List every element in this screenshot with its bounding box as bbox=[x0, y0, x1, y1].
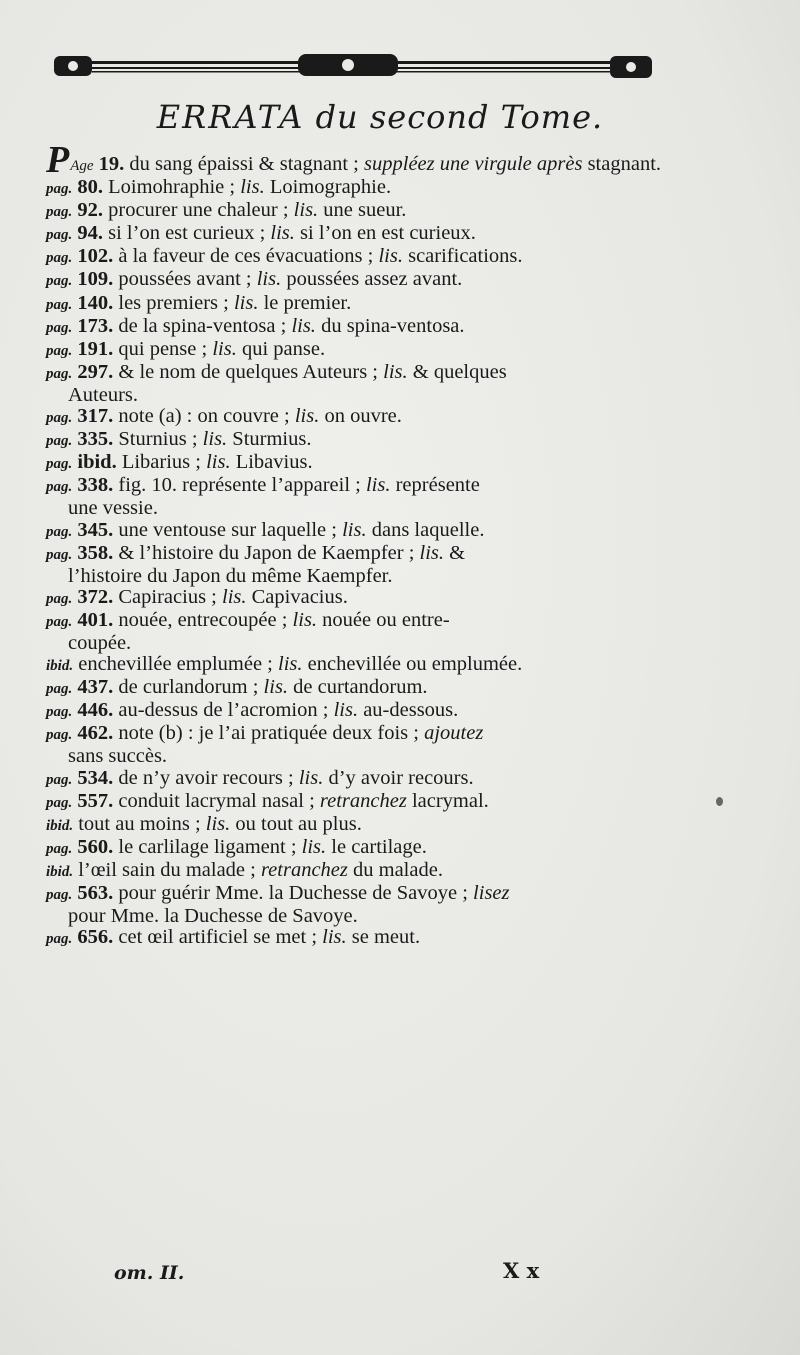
entry-ref: pag. bbox=[46, 433, 73, 450]
entry-lisez: lis. bbox=[205, 812, 231, 835]
entry-text: nouée, entrecoupée ; bbox=[113, 608, 293, 631]
entry-lisez: lis. bbox=[206, 451, 231, 474]
errata-entry bbox=[46, 543, 676, 587]
entry-page-number: 109. bbox=[77, 268, 114, 291]
entry-text: de la spina-ventosa ; bbox=[113, 314, 292, 337]
entry-text: Libarius ; bbox=[116, 451, 207, 474]
entry-lisez: lis. bbox=[291, 314, 316, 337]
entry-lisez: lis. bbox=[365, 474, 391, 497]
entry-text: Capiracius ; bbox=[113, 585, 222, 608]
entry-correction: scarifications. bbox=[402, 245, 523, 268]
entry-text: de n’y avoir recours ; bbox=[113, 766, 299, 789]
entry-text: tout au moins ; bbox=[78, 812, 206, 835]
entry-text: le carlilage ligament ; bbox=[113, 835, 302, 858]
entry-correction: lacrymal. bbox=[406, 789, 489, 812]
entry-correction: Capivacius. bbox=[246, 585, 348, 608]
entry-lisez: lis. bbox=[301, 835, 327, 858]
footer-signature: om. II. bbox=[114, 1262, 185, 1284]
title-rest: du second Tome. bbox=[315, 98, 604, 136]
drop-cap: P bbox=[46, 139, 70, 181]
signature-mark: X x bbox=[503, 1258, 540, 1283]
errata-entry bbox=[46, 316, 676, 339]
errata-entry bbox=[46, 700, 676, 723]
page-title bbox=[0, 98, 760, 136]
entry-text: note (a) : on couvre ; bbox=[113, 405, 295, 428]
entry-page-number: 462. bbox=[77, 722, 114, 745]
entry-ref: pag. bbox=[46, 681, 73, 698]
entry-correction: & bbox=[444, 541, 466, 564]
entry-ref: pag. bbox=[46, 887, 73, 903]
entry-text: & l’histoire du Japon de Kaempfer ; bbox=[113, 541, 420, 564]
errata-entry bbox=[46, 791, 676, 814]
errata-entry bbox=[46, 246, 676, 269]
errata-entry bbox=[46, 883, 676, 927]
entry-continuation: coupée. bbox=[68, 631, 132, 654]
entry-text: une ventouse sur laquelle ; bbox=[113, 518, 343, 541]
errata-entry bbox=[46, 200, 676, 223]
entry-correction: du malade. bbox=[347, 858, 443, 881]
entry-ref: ibid. bbox=[46, 863, 74, 880]
errata-entry bbox=[46, 677, 676, 700]
entry-text: Sturnius ; bbox=[113, 428, 203, 451]
entry-text: conduit lacrymal nasal ; bbox=[113, 789, 320, 812]
entry-ref: pag. bbox=[46, 296, 73, 313]
entry-lisez: ajoutez bbox=[424, 722, 484, 745]
entry-correction: Loimographie. bbox=[264, 176, 392, 199]
entry-text: l’œil sain du malade ; bbox=[78, 858, 261, 881]
entry-correction: se meut. bbox=[346, 926, 421, 949]
entry-lisez: lis. bbox=[383, 360, 408, 383]
entry-ref: pag. bbox=[46, 342, 73, 359]
errata-entry bbox=[46, 587, 676, 610]
entry-ref: pag. bbox=[46, 794, 73, 811]
entry-correction: on ouvre. bbox=[319, 405, 402, 428]
entry-lisez: lis. bbox=[293, 199, 319, 222]
entry-correction: Sturmius. bbox=[227, 428, 312, 451]
entry-text: qui pense ; bbox=[113, 337, 213, 360]
errata-entry bbox=[46, 362, 676, 406]
entry-continuation: Auteurs. bbox=[68, 383, 139, 406]
entry-ref: pag. bbox=[46, 479, 73, 496]
entry-text: fig. 10. représente l’appareil ; bbox=[113, 474, 366, 497]
entry-continuation: pour Mme. la Duchesse de Savoye. bbox=[68, 905, 358, 928]
entry-ref: pag. bbox=[46, 727, 73, 744]
entry-ref: ibid. bbox=[46, 658, 74, 675]
entry-page-number: 401. bbox=[77, 608, 114, 631]
entry-text: au-dessus de l’acromion ; bbox=[113, 699, 334, 722]
entry-lisez: lis. bbox=[212, 337, 237, 360]
entry-correction: Libavius. bbox=[230, 451, 313, 474]
entry-correction: dans laquelle. bbox=[366, 518, 485, 541]
entry-ref: pag. bbox=[46, 365, 73, 382]
entry-page-number: ibid. bbox=[77, 451, 117, 474]
ref-rest: Age bbox=[70, 158, 94, 174]
entry-text: procurer une chaleur ; bbox=[103, 199, 294, 222]
entry-lisez: lis. bbox=[294, 405, 320, 428]
entry-ref: pag. bbox=[46, 227, 73, 244]
entry-correction: poussées assez avant. bbox=[281, 268, 463, 291]
entry-page-number: 191. bbox=[77, 337, 114, 360]
entry-ref: pag. bbox=[46, 273, 73, 290]
entry-correction: représente bbox=[390, 474, 480, 497]
entry-page-number: 92. bbox=[77, 199, 103, 222]
entry-text: pour guérir Mme. la Duchesse de Savoye ; bbox=[113, 882, 474, 904]
errata-entry bbox=[46, 406, 676, 429]
entry-correction: ou tout au plus. bbox=[230, 812, 362, 835]
entry-text: poussées avant ; bbox=[113, 268, 257, 291]
entry-correction: au-dessous. bbox=[358, 699, 459, 722]
errata-list bbox=[46, 139, 676, 950]
ink-spot bbox=[716, 797, 723, 806]
errata-entry bbox=[46, 768, 676, 791]
entry-page-number: 102. bbox=[77, 245, 114, 268]
entry-continuation: l’histoire du Japon du même Kaempfer. bbox=[68, 564, 393, 587]
entry-lisez: retranchez bbox=[319, 789, 407, 812]
entry-text: Loimohraphie ; bbox=[103, 176, 241, 199]
entry-correction: du spina-ventosa. bbox=[315, 314, 465, 337]
entry-text: de curlandorum ; bbox=[113, 676, 264, 699]
entry-lisez: retranchez bbox=[260, 858, 348, 881]
entry-page-number: 372. bbox=[77, 585, 114, 608]
entry-ref: pag. bbox=[46, 523, 73, 540]
entry-ref: pag. bbox=[46, 410, 73, 427]
errata-entry bbox=[46, 429, 676, 452]
errata-entry bbox=[46, 860, 676, 883]
entry-ref: pag. bbox=[46, 456, 73, 473]
ornament-rule-icon bbox=[48, 46, 656, 86]
entry-page-number: 656. bbox=[77, 926, 114, 949]
errata-entry bbox=[46, 177, 676, 200]
errata-entry bbox=[46, 927, 676, 950]
entry-page-number: 317. bbox=[77, 405, 114, 428]
entry-correction: nouée ou entre- bbox=[317, 608, 450, 631]
entry-ref: pag. bbox=[46, 181, 73, 198]
entry-text: & le nom de quelques Auteurs ; bbox=[113, 360, 384, 383]
entry-lisez: lis. bbox=[292, 608, 318, 631]
entry-lisez: lis. bbox=[233, 291, 259, 314]
entry-ref: pag. bbox=[46, 613, 73, 630]
page-number: 19. bbox=[98, 153, 125, 175]
entry-ref: pag. bbox=[46, 931, 73, 948]
errata-entry bbox=[46, 520, 676, 543]
errata-entry-first bbox=[46, 139, 676, 181]
entry-lisez: lis. bbox=[202, 428, 228, 451]
errata-entry bbox=[46, 837, 676, 860]
entry-page-number: 335. bbox=[77, 428, 114, 451]
entry-page-number: 338. bbox=[77, 474, 114, 497]
entry-page-number: 94. bbox=[77, 222, 103, 245]
errata-entry bbox=[46, 452, 676, 475]
entry-page-number: 534. bbox=[77, 766, 114, 789]
entry-lisez: lis. bbox=[222, 585, 247, 608]
entry-ref: pag. bbox=[46, 704, 73, 721]
entry-correction: de curtandorum. bbox=[288, 676, 428, 699]
errata-entry bbox=[46, 723, 676, 767]
entry-continuation: sans succès. bbox=[68, 745, 168, 768]
entry-tail: stagnant. bbox=[582, 153, 662, 175]
entry-instruction: suppléez une virgule après bbox=[364, 153, 583, 175]
entry-page-number: 437. bbox=[77, 676, 114, 699]
entry-page-number: 297. bbox=[77, 360, 114, 383]
entry-ref: ibid. bbox=[46, 817, 74, 834]
entry-ref: pag. bbox=[46, 204, 73, 221]
entry-text: enchevillée emplumée ; bbox=[78, 653, 279, 676]
errata-entry bbox=[46, 814, 676, 837]
entry-lisez: lis. bbox=[270, 222, 295, 245]
entry-page-number: 446. bbox=[77, 699, 114, 722]
entry-correction: enchevillée ou emplumée. bbox=[302, 653, 523, 676]
entry-page-number: 560. bbox=[77, 835, 114, 858]
entry-correction: & quelques bbox=[407, 360, 507, 383]
errata-entry bbox=[46, 610, 676, 654]
entry-lisez: lis. bbox=[342, 518, 367, 541]
entry-lisez: lis. bbox=[333, 699, 359, 722]
entry-page-number: 345. bbox=[77, 518, 114, 541]
entry-page-number: 140. bbox=[77, 291, 114, 314]
entry-lisez: lis. bbox=[298, 766, 324, 789]
errata-entry bbox=[46, 339, 676, 362]
entry-page-number: 358. bbox=[77, 541, 114, 564]
entry-lisez: lis. bbox=[240, 176, 265, 199]
entry-lisez: lis. bbox=[322, 926, 347, 949]
entry-correction: le cartilage. bbox=[326, 835, 427, 858]
entry-text: note (b) : je l’ai pratiquée deux fois ; bbox=[113, 722, 425, 745]
errata-entry bbox=[46, 223, 676, 246]
entry-page-number: 173. bbox=[77, 314, 114, 337]
entry-ref: pag. bbox=[46, 250, 73, 267]
entry-ref: pag. bbox=[46, 546, 73, 563]
entry-text: les premiers ; bbox=[113, 291, 234, 314]
entry-text: à la faveur de ces évacuations ; bbox=[113, 245, 379, 268]
entry-lisez: lisez bbox=[473, 882, 510, 904]
entry-ref: pag. bbox=[46, 771, 73, 788]
entry-lisez: lis. bbox=[256, 268, 282, 291]
entry-page-number: 557. bbox=[77, 789, 114, 812]
entry-correction: si l’on en est curieux. bbox=[294, 222, 476, 245]
entry-text: si l’on est curieux ; bbox=[103, 222, 271, 245]
entry-correction: d’y avoir recours. bbox=[323, 766, 474, 789]
entry-lisez: lis. bbox=[263, 676, 289, 699]
entry-continuation: une vessie. bbox=[68, 497, 158, 520]
entry-ref: pag. bbox=[46, 840, 73, 857]
errata-entry bbox=[46, 293, 676, 316]
entry-lisez: lis. bbox=[378, 245, 403, 268]
entry-correction: une sueur. bbox=[318, 199, 407, 222]
entry-ref: pag. bbox=[46, 590, 73, 607]
entry-text: du sang épaissi & stagnant ; bbox=[124, 153, 365, 175]
entry-lisez: lis. bbox=[278, 653, 303, 676]
errata-entry bbox=[46, 269, 676, 292]
entry-text: cet œil artificiel se met ; bbox=[113, 926, 323, 949]
errata-entry bbox=[46, 475, 676, 519]
entry-correction: qui panse. bbox=[236, 337, 326, 360]
entry-page-number: 80. bbox=[77, 176, 103, 199]
errata-entry bbox=[46, 654, 676, 677]
entries-container bbox=[46, 177, 676, 950]
entry-ref: pag. bbox=[46, 319, 73, 336]
entry-page-number: 563. bbox=[77, 882, 114, 904]
title-errata: ERRATA bbox=[156, 98, 305, 136]
entry-correction: le premier. bbox=[258, 291, 352, 314]
entry-lisez: lis. bbox=[419, 541, 445, 564]
